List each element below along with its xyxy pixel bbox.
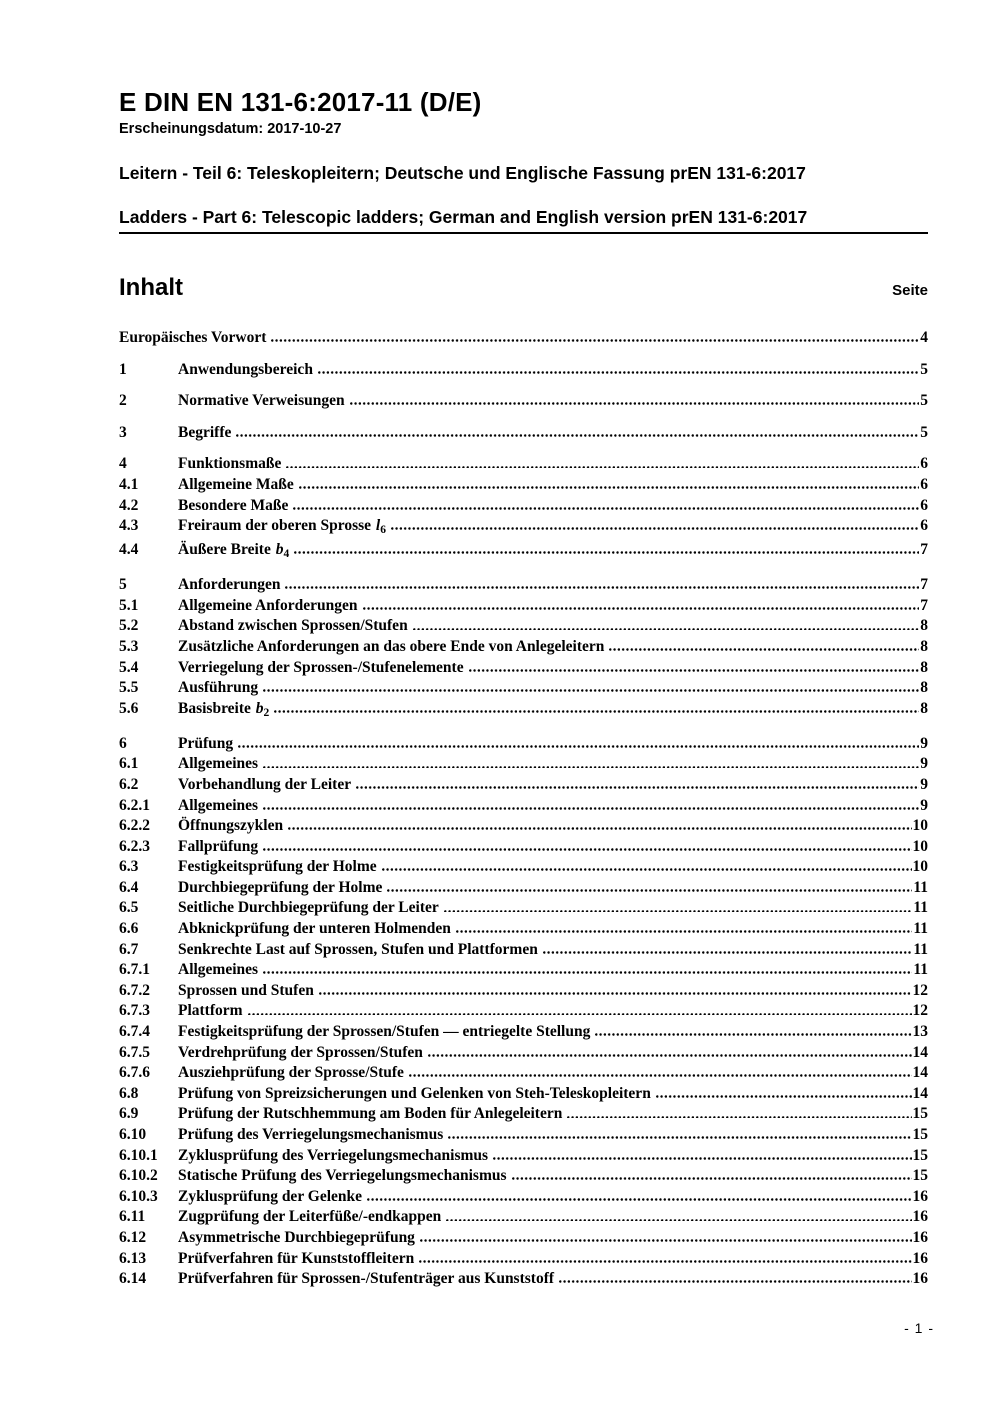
toc-entry-page: 7 bbox=[920, 541, 928, 559]
leader-dots bbox=[456, 930, 912, 933]
leader-dots bbox=[444, 910, 913, 913]
toc-entry-page: 13 bbox=[912, 1023, 928, 1041]
leader-dots bbox=[367, 1198, 911, 1201]
toc-row bbox=[119, 576, 928, 597]
leader-dots bbox=[363, 607, 920, 610]
toc-row bbox=[119, 1147, 928, 1168]
toc-entry-page: 6 bbox=[920, 475, 928, 493]
toc-entry-title: Freiraum der oberen Sprosse $l_6$ bbox=[178, 517, 386, 537]
leader-dots bbox=[263, 766, 919, 769]
toc-entry-number: 6.7.1 bbox=[119, 961, 150, 979]
toc-row bbox=[119, 879, 928, 900]
leader-dots bbox=[656, 1095, 912, 1098]
toc-entry-page: 9 bbox=[920, 796, 928, 814]
leader-dots bbox=[391, 527, 919, 530]
toc-entry-page: 16 bbox=[912, 1208, 928, 1226]
toc-entry-title: Abstand zwischen Sprossen/Stufen bbox=[178, 617, 408, 635]
toc-row bbox=[119, 1105, 928, 1126]
toc-row bbox=[119, 1064, 928, 1085]
toc-entry-page: 8 bbox=[920, 679, 928, 697]
toc-entry-number: 6 bbox=[119, 734, 127, 752]
toc-header bbox=[119, 274, 928, 302]
leader-dots bbox=[356, 786, 919, 789]
toc-entry-title: Sprossen und Stufen bbox=[178, 981, 314, 999]
leader-dots bbox=[448, 1136, 911, 1139]
toc-entry-number: 6.13 bbox=[119, 1249, 147, 1267]
toc-entry-number: 5.4 bbox=[119, 658, 139, 676]
toc-entry-page: 15 bbox=[912, 1167, 928, 1185]
leader-dots bbox=[238, 745, 919, 748]
toc-entry-number: 2 bbox=[119, 392, 127, 410]
toc-row bbox=[119, 858, 928, 879]
leader-dots bbox=[350, 402, 920, 405]
title-german: Leitern - Teil 6: Teleskopleitern; Deutsche und Englische Fassung prEN 131-6:2017 bbox=[119, 163, 806, 183]
toc-entry-page: 10 bbox=[912, 817, 928, 835]
toc-entry-number: 6.11 bbox=[119, 1208, 146, 1226]
math-variable: b bbox=[251, 699, 264, 717]
toc-entry-title: Prüfverfahren für Kunststoffleitern bbox=[178, 1249, 415, 1267]
toc-row bbox=[119, 961, 928, 982]
leader-dots bbox=[319, 992, 912, 995]
toc-entry-number: 6.10 bbox=[119, 1126, 147, 1143]
toc-row bbox=[119, 1188, 928, 1209]
toc-entry-title: Allgemeines bbox=[178, 755, 259, 773]
page-number: - 1 - bbox=[904, 1320, 934, 1336]
toc-entry-page: 8 bbox=[920, 658, 928, 676]
publication-date: Erscheinungsdatum: 2017-10-27 bbox=[119, 121, 342, 137]
toc-row bbox=[119, 541, 928, 565]
toc-row bbox=[119, 1126, 928, 1147]
toc-entry-number: 6.10.3 bbox=[119, 1187, 158, 1205]
toc-entry-title: Plattform bbox=[178, 1002, 243, 1020]
toc-entry-title: Durchbiegeprüfung der Holme bbox=[178, 878, 383, 896]
toc-entry-page: 6 bbox=[920, 455, 928, 473]
toc-entry-title: Allgemeines bbox=[178, 961, 259, 979]
toc-row bbox=[119, 392, 928, 413]
toc-row bbox=[119, 329, 928, 350]
leader-dots bbox=[299, 486, 919, 489]
toc-entry-title: Festigkeitsprüfung der Sprossen/Stufen — entriegelte Stellung bbox=[178, 1023, 591, 1041]
toc-entry-title: Anforderungen bbox=[178, 576, 281, 594]
toc-entry-number: 5.6 bbox=[119, 699, 139, 717]
leader-dots bbox=[543, 951, 913, 954]
toc-entry-number: 6.8 bbox=[119, 1084, 139, 1102]
toc-entry-page: 16 bbox=[912, 1228, 928, 1246]
toc-row bbox=[119, 1002, 928, 1023]
toc-entry-title: Verdrehprüfung der Sprossen/Stufen bbox=[178, 1043, 423, 1061]
leader-dots bbox=[428, 1054, 912, 1057]
leader-dots bbox=[274, 710, 919, 713]
toc-entry-page: 14 bbox=[912, 1043, 928, 1061]
toc-entry-number: 6.9 bbox=[119, 1105, 139, 1123]
toc-entry-number: 6.7.4 bbox=[119, 1023, 150, 1041]
toc-row bbox=[119, 659, 928, 680]
math-variable: l bbox=[372, 517, 381, 535]
toc-entry-page: 6 bbox=[920, 496, 928, 514]
toc-entry-title: Europäisches Vorwort bbox=[119, 329, 267, 346]
toc-row bbox=[119, 497, 928, 518]
toc-entry-page: 11 bbox=[913, 920, 928, 938]
toc-entry-number: 4.3 bbox=[119, 517, 139, 535]
leader-dots bbox=[318, 371, 919, 374]
math-subscript: 6 bbox=[380, 524, 386, 537]
toc-entry-page: 5 bbox=[920, 360, 928, 378]
toc-entry-page: 11 bbox=[913, 940, 928, 958]
toc-entry-number: 4.1 bbox=[119, 475, 139, 493]
toc-row bbox=[119, 517, 928, 541]
toc-entry-title: Äußere Breite $b_4$ bbox=[178, 541, 290, 561]
toc-entry-title: Ausführung bbox=[178, 679, 259, 697]
toc-row bbox=[119, 1167, 928, 1188]
toc-heading: Inhalt bbox=[119, 274, 183, 301]
toc-entry-page: 8 bbox=[920, 617, 928, 635]
toc-entry-number: 6.3 bbox=[119, 858, 139, 876]
toc-row bbox=[119, 1044, 928, 1065]
toc-row bbox=[119, 1270, 928, 1291]
toc-entry-number: 6.2.2 bbox=[119, 817, 150, 835]
toc-entry-title: Basisbreite $b_2$ bbox=[178, 699, 270, 719]
leader-dots bbox=[294, 551, 919, 554]
toc-entry-title: Ausziehprüfung der Sprosse/Stufe bbox=[178, 1064, 404, 1082]
leader-dots bbox=[387, 889, 912, 892]
leader-dots bbox=[248, 1013, 912, 1016]
toc-entry-number: 6.6 bbox=[119, 920, 139, 938]
leader-dots bbox=[419, 1260, 911, 1263]
toc-entry-number: 6.2.1 bbox=[119, 796, 150, 814]
toc-entry-title: Fallprüfung bbox=[178, 837, 259, 855]
math-subscript: 2 bbox=[263, 706, 270, 719]
toc-entry-page: 9 bbox=[920, 775, 928, 793]
toc-row bbox=[119, 455, 928, 476]
toc-entry-title: Abknickprüfung der unteren Holmenden bbox=[178, 920, 451, 938]
leader-dots bbox=[288, 827, 911, 830]
toc-entry-number: 5 bbox=[119, 576, 127, 594]
leader-dots bbox=[263, 848, 911, 851]
toc-entry-page: 9 bbox=[920, 734, 928, 752]
toc-entry-page: 4 bbox=[920, 329, 928, 346]
toc-row bbox=[119, 1229, 928, 1250]
toc-entry-title: Funktionsmaße bbox=[178, 455, 282, 473]
toc-entry-title: Vorbehandlung der Leiter bbox=[178, 775, 352, 793]
toc-entry-number: 6.12 bbox=[119, 1228, 147, 1246]
toc-entry-title: Prüfung der Rutschhemmung am Boden für Anlegeleitern bbox=[178, 1105, 563, 1123]
toc-entry-title: Prüfung des Verriegelungsmechanismus bbox=[178, 1126, 444, 1143]
toc-row bbox=[119, 776, 928, 797]
toc-entry-title: Normative Verweisungen bbox=[178, 392, 345, 410]
toc-entry-title: Prüfung von Spreizsicherungen und Gelenken von Steh-Teleskopleitern bbox=[178, 1084, 651, 1102]
toc-entry-number: 5.2 bbox=[119, 617, 139, 635]
toc-row bbox=[119, 899, 928, 920]
toc-entry-number: 6.5 bbox=[119, 899, 139, 917]
toc-entry-title: Allgemeines bbox=[178, 796, 259, 814]
toc-row bbox=[119, 679, 928, 700]
math-variable: b bbox=[271, 541, 284, 559]
leader-dots bbox=[263, 807, 919, 810]
toc-entry-page: 12 bbox=[912, 1002, 928, 1020]
toc-entry-number: 6.2.3 bbox=[119, 837, 150, 855]
math-subscript: 4 bbox=[283, 548, 290, 561]
doc-number: E DIN EN 131-6:2017-11 (D/E) bbox=[119, 87, 482, 117]
toc-entry-page: 11 bbox=[913, 961, 928, 979]
toc-entry-title: Verriegelung der Sprossen-/Stufenelemente bbox=[178, 658, 464, 676]
toc-row bbox=[119, 1208, 928, 1229]
toc-row bbox=[119, 617, 928, 638]
toc-entry-number: 5.1 bbox=[119, 596, 139, 614]
toc-row bbox=[119, 920, 928, 941]
toc-row bbox=[119, 797, 928, 818]
toc-row bbox=[119, 597, 928, 618]
toc-entry-number: 4 bbox=[119, 455, 127, 473]
leader-dots bbox=[609, 648, 919, 651]
toc-entry-page: 14 bbox=[912, 1084, 928, 1102]
toc-entry-title: Senkrechte Last auf Sprossen, Stufen und Plattformen bbox=[178, 940, 538, 958]
toc-entry-title: Besondere Maße bbox=[178, 496, 289, 514]
leader-dots bbox=[285, 586, 919, 589]
toc-entry-title: Zugprüfung der Leiterfüße/-endkappen bbox=[178, 1208, 442, 1226]
toc-list bbox=[119, 329, 928, 1291]
toc-page-label: Seite bbox=[892, 282, 928, 299]
leader-dots bbox=[512, 1177, 912, 1180]
toc-entry-title: Festigkeitsprüfung der Holme bbox=[178, 858, 377, 876]
toc-row bbox=[119, 361, 928, 382]
toc-entry-number: 4.2 bbox=[119, 496, 139, 514]
toc-row bbox=[119, 755, 928, 776]
leader-dots bbox=[286, 466, 919, 469]
toc-entry-page: 15 bbox=[912, 1105, 928, 1123]
leader-dots bbox=[263, 689, 919, 692]
toc-entry-page: 8 bbox=[920, 637, 928, 655]
toc-entry-number: 6.7.3 bbox=[119, 1002, 150, 1020]
toc-entry-number: 5.5 bbox=[119, 679, 139, 697]
toc-entry-number: 1 bbox=[119, 360, 127, 378]
toc-entry-number: 6.10.2 bbox=[119, 1167, 158, 1185]
toc-entry-title: Seitliche Durchbiegeprüfung der Leiter bbox=[178, 899, 439, 917]
toc-entry-page: 6 bbox=[920, 517, 928, 535]
toc-entry-page: 8 bbox=[920, 699, 928, 717]
toc-entry-page: 10 bbox=[912, 858, 928, 876]
leader-dots bbox=[263, 971, 912, 974]
leader-dots bbox=[382, 868, 912, 871]
leader-dots bbox=[567, 1116, 911, 1119]
toc-row bbox=[119, 424, 928, 445]
title-english: Ladders - Part 6: Telescopic ladders; German and English version prEN 131-6:2017 bbox=[119, 206, 928, 234]
toc-entry-page: 16 bbox=[912, 1270, 928, 1288]
leader-dots bbox=[293, 507, 919, 510]
leader-dots bbox=[420, 1239, 912, 1242]
toc-entry-page: 16 bbox=[912, 1249, 928, 1267]
leader-dots bbox=[271, 339, 919, 342]
toc-row bbox=[119, 1085, 928, 1106]
leader-dots bbox=[469, 669, 920, 672]
toc-entry-page: 15 bbox=[912, 1126, 928, 1143]
toc-entry-number: 6.7.5 bbox=[119, 1043, 150, 1061]
toc-entry-number: 5.3 bbox=[119, 637, 139, 655]
toc-entry-title: Zyklusprüfung des Verriegelungsmechanismus bbox=[178, 1146, 489, 1164]
toc-entry-number: 3 bbox=[119, 423, 127, 441]
toc-row bbox=[119, 982, 928, 1003]
toc-entry-page: 11 bbox=[913, 899, 928, 917]
toc-entry-page: 9 bbox=[920, 755, 928, 773]
toc-entry-number: 4.4 bbox=[119, 541, 139, 559]
toc-entry-page: 7 bbox=[920, 576, 928, 594]
toc-entry-title: Begriffe bbox=[178, 423, 232, 441]
toc-entry-title: Zusätzliche Anforderungen an das obere Ende von Anlegeleitern bbox=[178, 637, 605, 655]
toc-row bbox=[119, 1023, 928, 1044]
toc-entry-title: Prüfung bbox=[178, 734, 234, 752]
toc-row bbox=[119, 638, 928, 659]
toc-row bbox=[119, 941, 928, 962]
toc-entry-number: 6.14 bbox=[119, 1270, 147, 1288]
toc-entry-number: 6.2 bbox=[119, 775, 139, 793]
leader-dots bbox=[559, 1280, 911, 1283]
toc-entry-title: Asymmetrische Durchbiegeprüfung bbox=[178, 1228, 415, 1246]
toc-entry-page: 7 bbox=[920, 596, 928, 614]
toc-entry-title: Zyklusprüfung der Gelenke bbox=[178, 1187, 363, 1205]
toc-row bbox=[119, 1250, 928, 1271]
toc-row bbox=[119, 838, 928, 859]
toc-entry-number: 6.7.2 bbox=[119, 981, 150, 999]
toc-row bbox=[119, 735, 928, 756]
toc-entry-page: 5 bbox=[920, 423, 928, 441]
leader-dots bbox=[493, 1157, 911, 1160]
toc-row bbox=[119, 476, 928, 497]
toc-entry-number: 6.7 bbox=[119, 940, 139, 958]
leader-dots bbox=[446, 1219, 911, 1222]
toc-entry-page: 14 bbox=[912, 1064, 928, 1082]
toc-entry-page: 16 bbox=[912, 1187, 928, 1205]
leader-dots bbox=[595, 1033, 911, 1036]
toc-entry-page: 12 bbox=[912, 981, 928, 999]
toc-entry-number: 6.10.1 bbox=[119, 1146, 158, 1164]
toc-entry-page: 10 bbox=[912, 837, 928, 855]
toc-entry-page: 5 bbox=[920, 392, 928, 410]
toc-row bbox=[119, 817, 928, 838]
toc-entry-number: 6.4 bbox=[119, 878, 139, 896]
leader-dots bbox=[236, 434, 919, 437]
toc-entry-title: Prüfverfahren für Sprossen-/Stufenträger aus Kunststoff bbox=[178, 1270, 555, 1288]
toc-row bbox=[119, 700, 928, 724]
toc-entry-page: 11 bbox=[913, 878, 928, 896]
toc-entry-title: Statische Prüfung des Verriegelungsmechanismus bbox=[178, 1167, 507, 1185]
toc-entry-number: 6.1 bbox=[119, 755, 139, 773]
toc-entry-title: Anwendungsbereich bbox=[178, 360, 313, 378]
toc-entry-title: Öffnungszyklen bbox=[178, 817, 284, 835]
leader-dots bbox=[413, 628, 920, 631]
toc-entry-number: 6.7.6 bbox=[119, 1064, 150, 1082]
toc-entry-page: 15 bbox=[912, 1146, 928, 1164]
toc-entry-title: Allgemeine Maße bbox=[178, 475, 294, 493]
leader-dots bbox=[409, 1074, 912, 1077]
toc-entry-title: Allgemeine Anforderungen bbox=[178, 596, 358, 614]
